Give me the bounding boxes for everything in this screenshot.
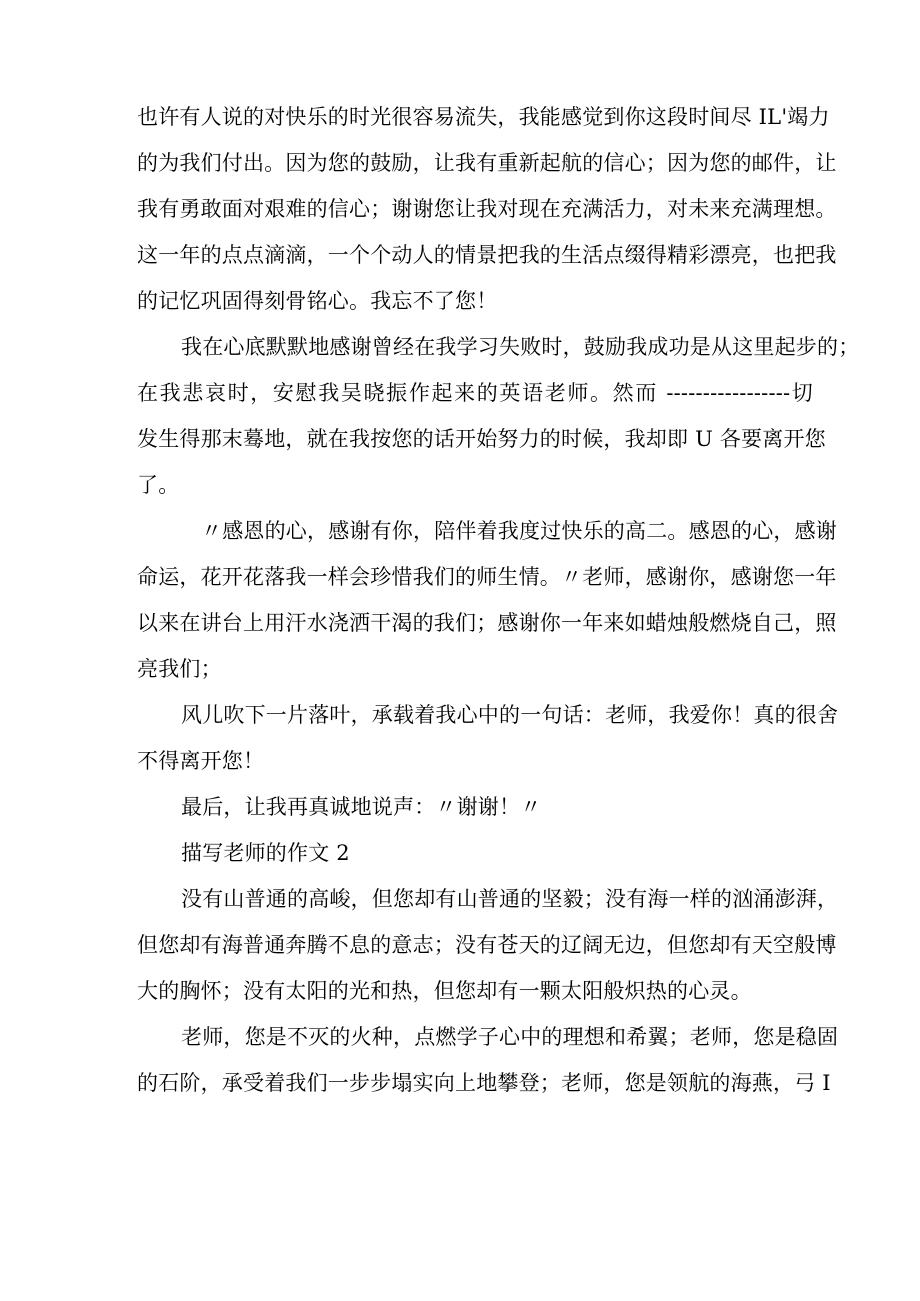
section-heading [137,830,813,876]
text-line: 没有山普通的高峻，但您却有山普通的坚毅；没有海一样的汹涌澎湃， [181,887,839,911]
paragraph-3 [137,508,837,692]
text-line: 的记忆巩固得刻骨铭心。我忘不了您！ [137,289,498,313]
paragraph-5 [137,784,813,830]
paragraph-4 [137,692,839,784]
paragraph-1 [137,94,837,324]
text-line: 但您却有海普通奔腾不息的意志；没有苍天的辽阔无边，但您却有天空般博 [137,933,837,957]
text-line: 大的胸怀；没有太阳的光和热，但您却有一颗太阳般炽热的心灵。 [137,979,752,1003]
text-line: 风儿吹下一片落叶，承载着我心中的一句话：老师，我爱你！真的很舍 [181,703,839,727]
paragraph-7 [137,1014,839,1106]
text-line: 的为我们付出。因为您的鼓励，让我有重新起航的信心；因为您的邮件，让 [137,151,837,175]
text-line: 不得离开您！ [137,749,265,773]
text-line: 在我悲哀时，安慰我吴晓振作起来的英语老师。然而 -----------------切 [137,381,813,405]
heading-text: 描写老师的作文 2 [181,841,350,865]
text-line: 最后，让我再真诚地说声：〃谢谢！〃 [181,795,542,819]
text-line: 也许有人说的对快乐的时光很容易流失，我能感觉到你这段时间尽 IL'竭力 [137,105,830,129]
document-body [137,94,860,1106]
text-line: 〃感恩的心，感谢有你，陪伴着我度过快乐的高二。感恩的心，感谢 [201,519,837,543]
text-line: 老师，您是不灭的火种，点燃学子心中的理想和希翼；老师，您是稳固 [181,1025,839,1049]
text-line: 这一年的点点滴滴，一个个动人的情景把我的生活点缀得精彩漂亮，也把我 [137,243,837,267]
text-line: 命运，花开花落我一样会珍惜我们的师生情。〃老师，感谢你，感谢您一年 [137,565,837,589]
text-line: 亮我们； [137,657,222,681]
paragraph-2 [137,324,860,508]
text-line: 发生得那末蓦地，就在我按您的话开始努力的时候，我却即 U 各要离开您 [137,427,826,451]
text-line: 我在心底默默地感谢曾经在我学习失败时，鼓励我成功是从这里起步的； [181,335,860,359]
text-line: 了。 [137,473,180,497]
text-line: 我有勇敢面对艰难的信心；谢谢您让我对现在充满活力，对未来充满理想。 [137,197,837,221]
text-line: 的石阶，承受着我们一步步塌实向上地攀登；老师，您是领航的海燕，弓 I [137,1071,831,1095]
text-line: 以来在讲台上用汗水浇洒干渴的我们；感谢你一年来如蜡烛般燃烧自己，照 [137,611,837,635]
paragraph-6 [137,876,839,1014]
